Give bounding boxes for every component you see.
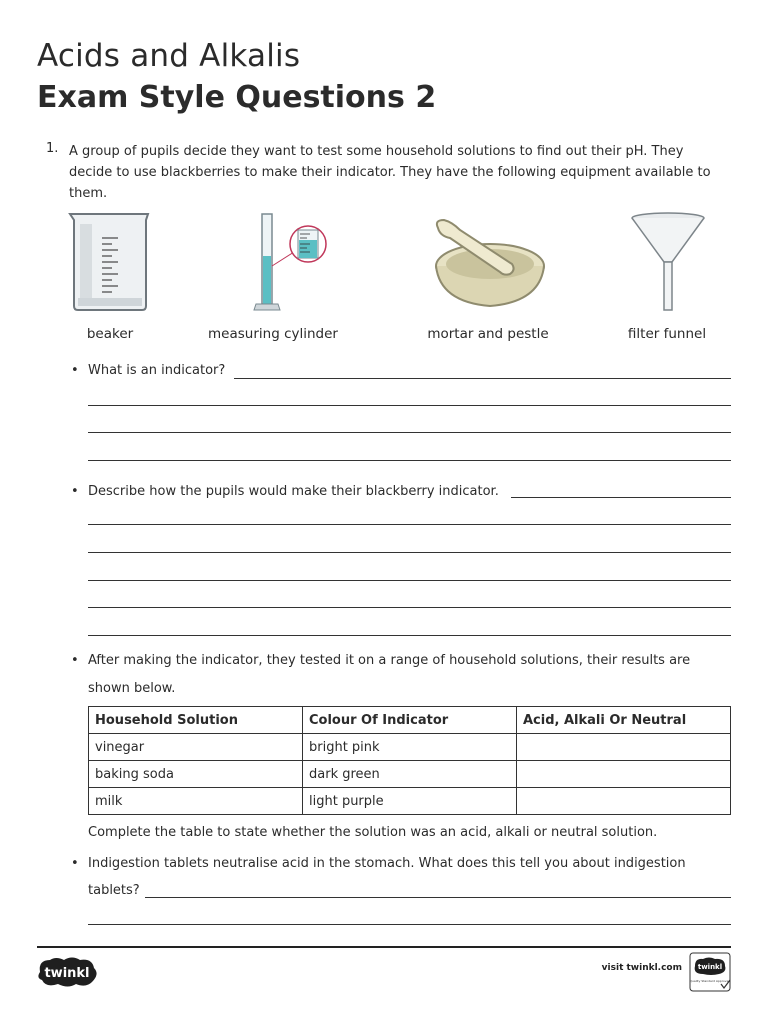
answer-line[interactable] [511,497,731,498]
measuring-cylinder-icon [252,210,332,314]
bullet-icon: • [71,653,79,668]
answer-line[interactable] [234,378,731,379]
quality-badge [689,952,733,992]
table-instruction: Complete the table to state whether the solution was an acid, alkali or neutral solution. [88,825,658,840]
answer-cell[interactable] [517,788,731,815]
answer-cell[interactable] [517,761,731,788]
bullet-question-make-indicator: Describe how the pupils would make their blackberry indicator. [88,484,499,499]
answer-line[interactable] [88,924,731,925]
solution-cell: milk [89,788,303,815]
visit-link[interactable]: visit twinkl.com [601,963,682,973]
mortar-pestle-icon [430,214,548,312]
twinkl-logo-text: twinkl [44,966,90,981]
equipment-label-measuring-cylinder: measuring cylinder [208,326,338,342]
answer-line[interactable] [88,405,731,406]
beaker-icon [66,210,156,314]
bullet-results-intro: After making the indicator, they tested it on a range of household solutions, their results are [88,653,691,668]
table-row [89,788,731,815]
equipment-label-beaker: beaker [86,326,134,342]
bullet-icon: • [71,856,79,871]
equipment-label-filter-funnel: filter funnel [627,326,707,342]
question-text: A group of pupils decide they want to test some household solutions to find out their pH. They decide to use blackberries to make their indicator. They have the following equipment available to them. [69,144,711,201]
answer-line[interactable] [88,460,731,461]
answer-line[interactable] [88,524,731,525]
table-header: Acid, Alkali Or Neutral [517,707,731,734]
table-row [89,734,731,761]
bullet-question-indicator: What is an indicator? [88,363,226,378]
question-number: 1. [46,141,59,156]
badge-logo-text: twinkl [697,963,723,971]
colour-cell: bright pink [303,734,517,761]
results-table [88,706,731,815]
worksheet-subtitle: Exam Style Questions 2 [37,80,437,115]
answer-line[interactable] [88,635,731,636]
equipment-label-mortar-pestle: mortar and pestle [427,326,549,342]
bullet-icon: • [71,363,79,378]
bullet-icon: • [71,484,79,499]
answer-line[interactable] [88,580,731,581]
answer-line[interactable] [145,897,731,898]
twinkl-logo [34,954,100,990]
solution-cell: baking soda [89,761,303,788]
table-row [89,761,731,788]
answer-line[interactable] [88,552,731,553]
table-header: Household Solution [89,707,303,734]
answer-cell[interactable] [517,734,731,761]
solution-cell: vinegar [89,734,303,761]
worksheet-title: Acids and Alkalis [37,38,301,74]
badge-caption: Quality Standard Approved [689,979,731,983]
colour-cell: light purple [303,788,517,815]
filter-funnel-icon [628,210,708,314]
bullet-indigestion-question: Indigestion tablets neutralise acid in the stomach. What does this tell you about indigestion [88,856,686,871]
bullet-results-intro-cont: shown below. [88,681,176,696]
bullet-indigestion-question-cont: tablets? [88,883,140,898]
colour-cell: dark green [303,761,517,788]
answer-line[interactable] [88,432,731,433]
footer-divider [37,946,731,948]
answer-line[interactable] [88,607,731,608]
table-header: Colour Of Indicator [303,707,517,734]
